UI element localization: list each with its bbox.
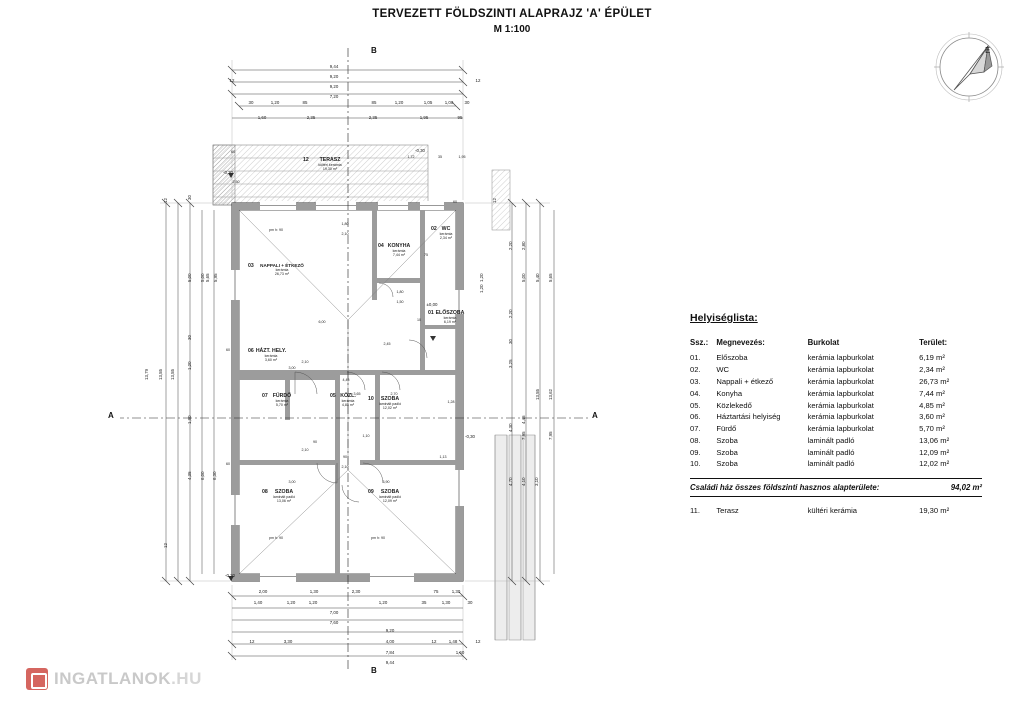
opening-dimension-text: 35 <box>438 155 442 159</box>
room-label-terasz <box>303 157 357 171</box>
row-area: 4,85 m² <box>919 400 945 410</box>
opening-dimension-text: 4,45 <box>342 378 350 382</box>
dimension-text: 30 <box>464 100 470 105</box>
row-name: Terasz <box>716 506 739 516</box>
dimension-text: 2,20 <box>508 309 513 318</box>
dimension-text: 13,55 <box>170 369 175 380</box>
room-area: 2,34 m² <box>439 236 453 240</box>
dimension-text: 12 <box>163 543 168 548</box>
room-label-szoba-10 <box>368 396 412 410</box>
row-floor: kerámia lapburkolat <box>807 365 874 375</box>
dimension-text: 2,30 <box>351 589 361 594</box>
dimension-text: 4,00 <box>385 639 395 644</box>
dimension-text: 3,30 <box>283 639 293 644</box>
opening-dimension-text: 3,90 <box>382 480 390 484</box>
room-number: 01 <box>428 310 434 316</box>
opening-dimension-text: 1,80 <box>341 222 349 226</box>
dimension-text: 6,30 <box>212 471 217 480</box>
row-ssz: 02. <box>690 365 701 375</box>
room-list-extra-table <box>690 505 982 517</box>
room-name: KONYHA <box>387 243 411 249</box>
room-label-szoba-09 <box>368 489 412 503</box>
table-row <box>690 505 982 517</box>
room-area: 6,19 m² <box>443 320 457 324</box>
dimension-text: 2,80 <box>521 241 526 250</box>
room-number: 09 <box>368 489 374 495</box>
row-area: 7,44 m² <box>919 388 945 398</box>
opening-dimension-text: 1,50 <box>396 300 404 304</box>
row-name: Előszoba <box>716 353 748 363</box>
room-list-title: Helyiséglista: <box>690 312 758 324</box>
dimension-text: 13,62 <box>548 389 553 400</box>
room-name: FÜRDŐ <box>272 393 292 399</box>
row-floor: kerámia lapburkolat <box>807 353 874 363</box>
room-number: 10 <box>368 396 374 402</box>
room-floor: kültéri kerámia <box>318 163 342 167</box>
room-area: 26,73 m² <box>274 272 290 276</box>
dimension-text: 1,00 <box>444 100 454 105</box>
row-area: 12,02 m² <box>919 459 950 469</box>
column-header-area: Terület: <box>919 338 948 347</box>
column-header-floor: Burkolat <box>807 338 840 347</box>
opening-dimension-text: 90 <box>313 440 317 444</box>
row-name: Fürdő <box>716 424 737 434</box>
dimension-text: 3,25 <box>508 359 513 368</box>
dimension-text: 13,55 <box>158 369 163 380</box>
dimension-text: 12 <box>163 198 168 203</box>
watermark-text: INGATLANOK.HU <box>54 669 202 688</box>
ingatlanok-logo-icon <box>26 668 48 690</box>
room-label-wc <box>431 226 461 240</box>
dimension-text: 4,35 <box>187 471 192 480</box>
dimension-text: 1,30 <box>441 600 451 605</box>
scale-label: M 1:100 <box>493 24 531 35</box>
room-area: 7,44 m² <box>392 253 406 257</box>
room-name: WC <box>441 226 451 232</box>
room-name: NAPPALI + ÉTKEZŐ <box>260 263 304 268</box>
dimension-text: 35 <box>421 600 427 605</box>
room-floor: laminált padló <box>272 495 296 499</box>
row-floor: laminált padló <box>807 435 855 445</box>
dimension-text: 9,44 <box>329 64 339 69</box>
dimension-text: 30 <box>467 600 473 605</box>
opening-dimension-text: 1,72 <box>407 155 415 159</box>
room-number: 02 <box>431 226 437 232</box>
opening-dimension-text: 2,45 <box>383 342 391 346</box>
level-mark-text: -0,30 <box>464 434 476 439</box>
room-area: 5,70 m² <box>275 403 289 407</box>
opening-dimension-text: 3,65 <box>353 392 361 396</box>
dimension-text: 5,95 <box>213 273 218 282</box>
room-label-eloszoba <box>428 310 472 324</box>
row-ssz: 09. <box>690 447 701 457</box>
dimension-text: 9,20 <box>329 74 339 79</box>
row-name: Szoba <box>716 459 738 469</box>
opening-dimension-text: 3,00 <box>288 480 296 484</box>
row-area: 6,19 m² <box>919 353 945 363</box>
level-mark-text: -0,30 <box>222 170 234 175</box>
dimension-text: 1,20 <box>286 600 296 605</box>
dimension-text: 1,48 <box>448 639 458 644</box>
page-title: TERVEZETT FÖLDSZINTI ALAPRAJZ 'A' ÉPÜLET <box>372 8 652 20</box>
room-floor: laminált padló <box>378 495 402 499</box>
total-value: 94,02 m² <box>950 482 982 492</box>
table-row <box>690 399 982 411</box>
dimension-text: 1,20 <box>394 100 404 105</box>
opening-dimension-text: 2,10 <box>301 448 309 452</box>
row-name: Nappali + étkező <box>716 376 774 386</box>
dimension-text: 12 <box>229 78 235 83</box>
row-area: 13,06 m² <box>919 435 950 445</box>
room-number: 07 <box>262 393 268 399</box>
table-row <box>690 376 982 388</box>
opening-dimension-text: 1,28 <box>447 400 455 404</box>
dimension-text: 7,20 <box>329 94 339 99</box>
row-name: Háztartási helyiség <box>716 412 781 422</box>
watermark <box>26 668 202 690</box>
room-list <box>690 312 990 517</box>
dimension-text: 2,00 <box>258 589 268 594</box>
opening-dimension-text: 6,00 <box>318 320 326 324</box>
dimension-text: 1,60 <box>257 115 267 120</box>
dimension-text: 12 <box>249 639 255 644</box>
dimension-text: 1,20 <box>378 600 388 605</box>
room-area: 13,06 m² <box>276 499 292 503</box>
table-row <box>690 446 982 458</box>
room-number: 05 <box>330 393 336 399</box>
level-mark-text: -0,30 <box>414 148 426 153</box>
dimension-text: 13,79 <box>144 369 149 380</box>
dimension-text: 1,20 <box>270 100 280 105</box>
room-label-nappali <box>248 263 316 276</box>
room-floor: kerámia <box>341 399 355 403</box>
dimension-text: 75 <box>433 589 439 594</box>
svg-text:É: É <box>985 46 991 55</box>
opening-dimension-text: 10 <box>417 318 421 322</box>
room-name: HÁZT. HELY. <box>255 348 287 354</box>
dimension-text: 30 <box>248 100 254 105</box>
dimension-text: 3,10 <box>534 477 539 486</box>
table-row <box>690 364 982 376</box>
dimension-text: 12 <box>475 639 481 644</box>
room-list-table <box>690 338 982 470</box>
dimension-text: 9,20 <box>329 84 339 89</box>
opening-dimension-text: 75 <box>424 253 428 257</box>
row-ssz: 10. <box>690 459 701 469</box>
room-label-haztartasi <box>248 348 294 362</box>
opening-dimension-text: 1,10 <box>362 434 370 438</box>
floor-plan-drawing <box>120 40 590 680</box>
dimension-text: 30 <box>187 195 192 200</box>
dimension-text: 1,20 <box>479 284 484 293</box>
room-label-szoba-08 <box>262 489 306 503</box>
row-ssz: 08. <box>690 435 701 445</box>
row-floor: laminált padló <box>807 459 855 469</box>
dimension-text: 1,95 <box>419 115 429 120</box>
row-area: 12,09 m² <box>919 447 950 457</box>
dimension-text: 2,35 <box>368 115 378 120</box>
opening-dimension-text: 2,50 <box>232 180 240 184</box>
dimension-text: 1,20 <box>187 361 192 370</box>
dimension-text: 1,90 <box>187 415 192 424</box>
dimension-text: 4,30 <box>508 423 513 432</box>
dimension-text: 95 <box>457 115 463 120</box>
dimension-text: 7,84 <box>385 650 395 655</box>
dimension-text: 5,00 <box>200 273 205 282</box>
room-label-furdo <box>262 393 302 407</box>
dimension-text: 2,35 <box>306 115 316 120</box>
dimension-text: 13,55 <box>535 389 540 400</box>
room-label-konyha <box>378 243 420 257</box>
room-number: 12 <box>303 157 309 163</box>
table-row <box>690 423 982 435</box>
row-ssz: 06. <box>690 412 701 422</box>
room-floor: laminált padló <box>378 402 402 406</box>
dimension-text: 5,40 <box>535 273 540 282</box>
dimension-text: 9,20 <box>385 628 395 633</box>
opening-dimension-text: 90 <box>343 455 347 459</box>
row-floor: kerámia lapburkolat <box>807 376 874 386</box>
column-header-ssz: Ssz.: <box>690 338 709 347</box>
room-list-total <box>690 478 982 497</box>
dimension-text: 85 <box>302 100 308 105</box>
row-floor: kültéri kerámia <box>807 506 857 516</box>
row-ssz: 11. <box>690 506 700 516</box>
row-ssz: 04. <box>690 388 701 398</box>
row-area: 19,30 m² <box>919 506 950 516</box>
row-area: 2,34 m² <box>919 365 945 375</box>
room-floor: kerámia <box>439 232 453 236</box>
section-mark-a-right: A <box>592 411 598 420</box>
room-area: 19,30 m² <box>322 167 338 171</box>
room-name: SZOBA <box>380 489 400 495</box>
dimension-text: 9,44 <box>385 660 395 665</box>
row-name: WC <box>716 365 730 375</box>
level-mark-text: -0,30 <box>224 573 236 578</box>
dimension-text: 85 <box>371 100 377 105</box>
row-name: Szoba <box>716 447 738 457</box>
room-area: 4,85 m² <box>341 403 355 407</box>
row-floor: kerámia lapburkolat <box>807 400 874 410</box>
room-name: SZOBA <box>380 396 400 402</box>
dimension-text: 1,40 <box>253 600 263 605</box>
dimension-text: 1,30 <box>451 589 461 594</box>
opening-dimension-text: 60 <box>226 462 230 466</box>
dimension-text: 6,00 <box>200 471 205 480</box>
section-mark-b-top: B <box>371 46 377 55</box>
column-header-name: Megnevezés: <box>716 338 765 347</box>
dimension-text: 2,20 <box>508 241 513 250</box>
room-name: TERASZ <box>319 157 341 163</box>
table-row <box>690 458 982 470</box>
north-arrow-icon <box>930 28 1008 106</box>
table-header-row <box>690 338 982 352</box>
opening-dimension-text: 2,10 <box>301 360 309 364</box>
row-area: 26,73 m² <box>919 376 950 386</box>
opening-dimension-text: pm h: 90 <box>269 536 283 540</box>
opening-dimension-text: 2,70 <box>390 392 398 396</box>
dimension-text: 7,60 <box>329 620 339 625</box>
opening-dimension-text: 2,10 <box>341 232 349 236</box>
dimension-text: 1,20 <box>479 273 484 282</box>
row-name: Közlekedő <box>716 400 752 410</box>
table-row <box>690 411 982 423</box>
opening-dimension-text: 1,95 <box>458 155 466 159</box>
opening-dimension-text: 60 <box>453 200 457 204</box>
room-floor: kerámia <box>264 354 278 358</box>
room-floor: kerámia <box>275 268 289 272</box>
row-name: Konyha <box>716 388 743 398</box>
section-mark-b-bottom: B <box>371 666 377 675</box>
row-floor: kerámia lapburkolat <box>807 388 874 398</box>
row-ssz: 03. <box>690 376 701 386</box>
room-number: 08 <box>262 489 268 495</box>
dimension-text: 1,60 <box>455 650 465 655</box>
room-floor: kerámia <box>443 316 457 320</box>
row-ssz: 01. <box>690 353 701 363</box>
room-number: 04 <box>378 243 384 249</box>
room-area: 12,09 m² <box>382 499 398 503</box>
dimension-text: 1,20 <box>308 600 318 605</box>
opening-dimension-text: 60 <box>226 348 230 352</box>
total-label: Családi ház összes földszinti hasznos alapterülete: <box>690 482 880 492</box>
dimension-text: 5,00 <box>187 273 192 282</box>
room-number: 06 <box>248 348 254 354</box>
table-row <box>690 434 982 446</box>
row-ssz: 07. <box>690 424 701 434</box>
dimension-text: 5,65 <box>205 273 210 282</box>
room-name: SZOBA <box>274 489 294 495</box>
row-floor: kerámia lapburkolat <box>807 424 874 434</box>
row-floor: laminált padló <box>807 447 855 457</box>
room-floor: kerámia <box>275 399 289 403</box>
section-mark-a-left: A <box>108 411 114 420</box>
opening-dimension-text: pm h: 90 <box>269 228 283 232</box>
dimension-text: 7,95 <box>521 431 526 440</box>
dimension-text: 4,45 <box>521 415 526 424</box>
dimension-text: 12 <box>431 639 437 644</box>
room-name: KÖZL. <box>340 393 356 399</box>
room-floor: kerámia <box>392 249 406 253</box>
dimension-text: 5,00 <box>521 273 526 282</box>
row-ssz: 05. <box>690 400 701 410</box>
dimension-text: 1,05 <box>423 100 433 105</box>
room-area: 3,60 m² <box>264 358 278 362</box>
room-number: 03 <box>248 263 254 269</box>
dimension-text: 5,65 <box>548 273 553 282</box>
dimension-text: 4,70 <box>508 477 513 486</box>
dimension-text: 12 <box>475 78 481 83</box>
table-row <box>690 387 982 399</box>
opening-dimension-text: 2,10 <box>341 465 349 469</box>
row-area: 3,60 m² <box>919 412 945 422</box>
room-name: ELŐSZOBA <box>435 310 465 316</box>
opening-dimension-text: 1,80 <box>396 290 404 294</box>
room-label-kozlekedo <box>330 393 366 407</box>
opening-dimension-text: 60 <box>231 150 235 154</box>
dimension-text: 12 <box>492 198 497 203</box>
opening-dimension-text: 1,13 <box>439 455 447 459</box>
table-row <box>690 352 982 364</box>
dimension-text: 1,30 <box>309 589 319 594</box>
row-name: Szoba <box>716 435 738 445</box>
dimension-text: 30 <box>187 335 192 340</box>
dimension-text: 30 <box>508 339 513 344</box>
dimension-text: 7,00 <box>329 610 339 615</box>
row-floor: kerámia lapburkolat <box>807 412 874 422</box>
opening-dimension-text: pm h: 90 <box>371 536 385 540</box>
room-area: 12,02 m² <box>382 406 398 410</box>
dimension-text: 7,95 <box>548 431 553 440</box>
dimension-text: 4,10 <box>521 477 526 486</box>
level-mark-text: ±0,00 <box>426 302 438 307</box>
opening-dimension-text: 3,00 <box>288 366 296 370</box>
row-area: 5,70 m² <box>919 424 945 434</box>
